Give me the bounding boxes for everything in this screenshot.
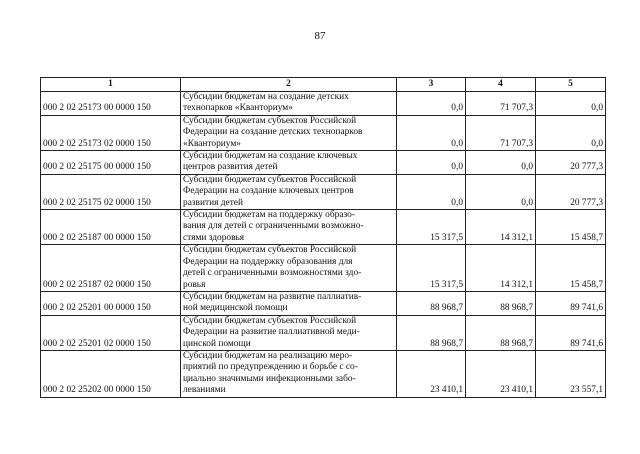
description-cell <box>181 151 397 175</box>
column-header-1: 1 <box>41 78 181 92</box>
description-line: ровья <box>183 279 206 290</box>
value-col5-cell: 89 741,6 <box>536 315 606 350</box>
value-col4-cell: 14 312,1 <box>466 210 536 245</box>
description-line: Субсидии бюджетам субъектов Российской <box>183 115 357 126</box>
value-col4-cell: 88 968,7 <box>466 315 536 350</box>
description-line: Субсидии бюджетам на развитие паллиатив- <box>183 291 362 302</box>
description-line: стями здоровья <box>183 232 245 243</box>
budget-table <box>40 77 606 398</box>
column-header-2: 2 <box>181 78 397 92</box>
budget-code-cell: 000 2 02 25173 02 0000 150 <box>41 115 181 150</box>
value-col3-cell: 23 410,1 <box>397 350 466 397</box>
description-line: «Кванториум» <box>183 138 241 149</box>
budget-code-cell: 000 2 02 25175 00 0000 150 <box>41 151 181 175</box>
value-col3-cell: 15 317,5 <box>397 245 466 292</box>
value-col4-cell: 0,0 <box>466 174 536 209</box>
description-line: Субсидии бюджетам на реализацию меро- <box>183 350 353 361</box>
budget-code-cell: 000 2 02 25173 00 0000 150 <box>41 92 181 116</box>
description-line: вания для детей с ограниченными возможно- <box>183 221 364 232</box>
table-row <box>41 315 606 350</box>
value-col3-cell: 88 968,7 <box>397 315 466 350</box>
value-col3-cell: 88 968,7 <box>397 291 466 315</box>
description-line: технопарков «Кванториум» <box>183 103 293 114</box>
value-col5-cell: 15 458,7 <box>536 210 606 245</box>
value-col3-cell: 0,0 <box>397 174 466 209</box>
column-header-3: 3 <box>397 78 466 92</box>
budget-code-cell: 000 2 02 25175 02 0000 150 <box>41 174 181 209</box>
description-line: ной медицинской помощи <box>183 303 288 314</box>
budget-code-cell: 000 2 02 25201 02 0000 150 <box>41 315 181 350</box>
value-col4-cell: 0,0 <box>466 151 536 175</box>
description-cell <box>181 210 397 245</box>
description-cell <box>181 174 397 209</box>
table-row <box>41 115 606 150</box>
value-col5-cell: 23 557,1 <box>536 350 606 397</box>
value-col5-cell: 0,0 <box>536 115 606 150</box>
description-line: центров развития детей <box>183 162 278 173</box>
value-col3-cell: 15 317,5 <box>397 210 466 245</box>
value-col4-cell: 23 410,1 <box>466 350 536 397</box>
value-col4-cell: 71 707,3 <box>466 92 536 116</box>
table-row <box>41 245 606 292</box>
description-line: Субсидии бюджетам на создание ключевых <box>183 151 358 162</box>
table-row <box>41 350 606 397</box>
description-line: Федерации на развитие паллиативной меди- <box>183 327 360 338</box>
description-line: Федерации на создание ключевых центров <box>183 186 354 197</box>
budget-code-cell: 000 2 02 25202 00 0000 150 <box>41 350 181 397</box>
page-number: 87 <box>314 30 326 42</box>
description-line: Субсидии бюджетам на поддержку образо- <box>183 210 355 221</box>
description-cell <box>181 315 397 350</box>
budget-code-cell: 000 2 02 25187 02 0000 150 <box>41 245 181 292</box>
table-row <box>41 291 606 315</box>
description-line: Субсидии бюджетам субъектов Российской <box>183 315 357 326</box>
table-row <box>41 151 606 175</box>
budget-code-cell: 000 2 02 25201 00 0000 150 <box>41 291 181 315</box>
description-cell <box>181 245 397 292</box>
description-cell <box>181 115 397 150</box>
description-line: развития детей <box>183 197 243 208</box>
table-row <box>41 210 606 245</box>
column-header-4: 4 <box>466 78 536 92</box>
description-line: приятий по предупреждению и борьбе с со- <box>183 362 358 373</box>
description-line: Субсидии бюджетам субъектов Российской <box>183 245 357 256</box>
column-header-5: 5 <box>536 78 606 92</box>
value-col4-cell: 14 312,1 <box>466 245 536 292</box>
description-line: детей с ограниченными возможностями здо- <box>183 268 362 279</box>
table-header-row <box>41 78 606 92</box>
description-cell <box>181 291 397 315</box>
value-col5-cell: 89 741,6 <box>536 291 606 315</box>
description-line: цинской помощи <box>183 338 251 349</box>
value-col3-cell: 0,0 <box>397 92 466 116</box>
value-col5-cell: 20 777,3 <box>536 151 606 175</box>
description-cell <box>181 350 397 397</box>
description-line: Федерации на создание детских технопарков <box>183 127 363 138</box>
budget-code-cell: 000 2 02 25187 00 0000 150 <box>41 210 181 245</box>
description-cell <box>181 92 397 116</box>
value-col5-cell: 0,0 <box>536 92 606 116</box>
value-col4-cell: 88 968,7 <box>466 291 536 315</box>
value-col5-cell: 20 777,3 <box>536 174 606 209</box>
value-col3-cell: 0,0 <box>397 115 466 150</box>
description-line: циально значимыми инфекционными забо- <box>183 373 356 384</box>
description-line: леваниями <box>183 385 226 396</box>
description-line: Субсидии бюджетам на создание детских <box>183 92 349 102</box>
value-col5-cell: 15 458,7 <box>536 245 606 292</box>
value-col3-cell: 0,0 <box>397 151 466 175</box>
table-row <box>41 92 606 116</box>
description-line: Субсидии бюджетам субъектов Российской <box>183 174 357 185</box>
value-col4-cell: 71 707,3 <box>466 115 536 150</box>
table-row <box>41 174 606 209</box>
description-line: Федерации на поддержку образования для <box>183 256 353 267</box>
